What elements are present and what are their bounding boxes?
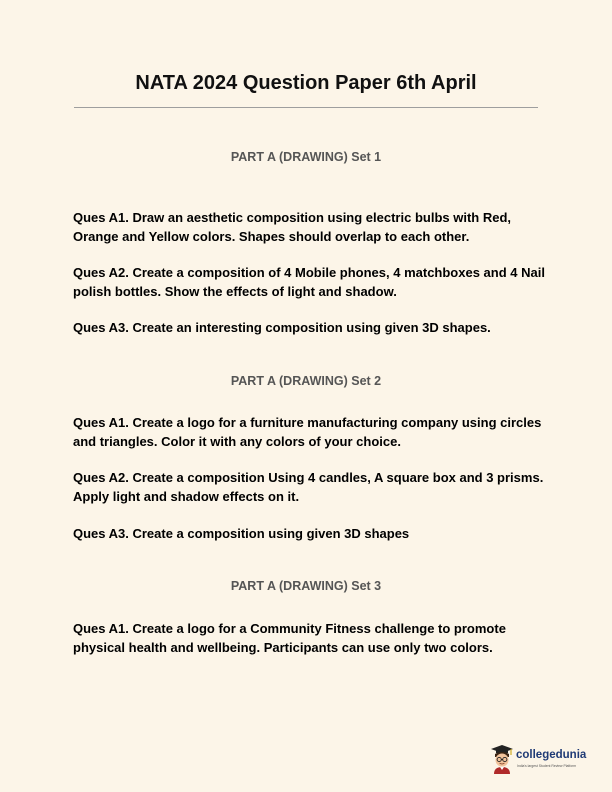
set-2-question-a3: Ques A3. Create a composition using given 3D shapes (73, 526, 410, 541)
title-divider (74, 107, 538, 108)
section-heading-set-3: PART A (DRAWING) Set 3 (230, 579, 382, 593)
page-title: NATA 2024 Question Paper 6th April (135, 72, 477, 94)
set-2-question-a2: Ques A2. Create a composition Using 4 candles, A square box and 3 prisms. Apply light and shadow effects on it. (73, 470, 544, 504)
set-3-question-a1: Ques A1. Create a logo for a Community Fitness challenge to promote physical health and wellbeing. Participants can use only two colors. (73, 621, 506, 655)
set-2-question-a1: Ques A1. Create a logo for a furniture manufacturing company using circles and triangles. Color it with any colors of your choice. (73, 415, 542, 449)
brand-tagline: India's largest Student Review Platform (517, 764, 577, 768)
collegedunia-logo (490, 744, 590, 776)
section-heading-set-2: PART A (DRAWING) Set 2 (230, 374, 382, 388)
brand-name: collegedunia (516, 749, 587, 761)
student-mascot-icon (490, 744, 514, 774)
section-heading-set-1: PART A (DRAWING) Set 1 (230, 150, 382, 164)
set-1-question-a1: Ques A1. Draw an aesthetic composition using electric bulbs with Red, Orange and Yellow colors. Shapes should overlap to each other. (73, 210, 512, 244)
set-1-question-a3: Ques A3. Create an interesting composition using given 3D shapes. (73, 320, 491, 335)
set-1-question-a2: Ques A2. Create a composition of 4 Mobile phones, 4 matchboxes and 4 Nail polish bottles. Show the effects of light and shadow. (73, 265, 545, 299)
